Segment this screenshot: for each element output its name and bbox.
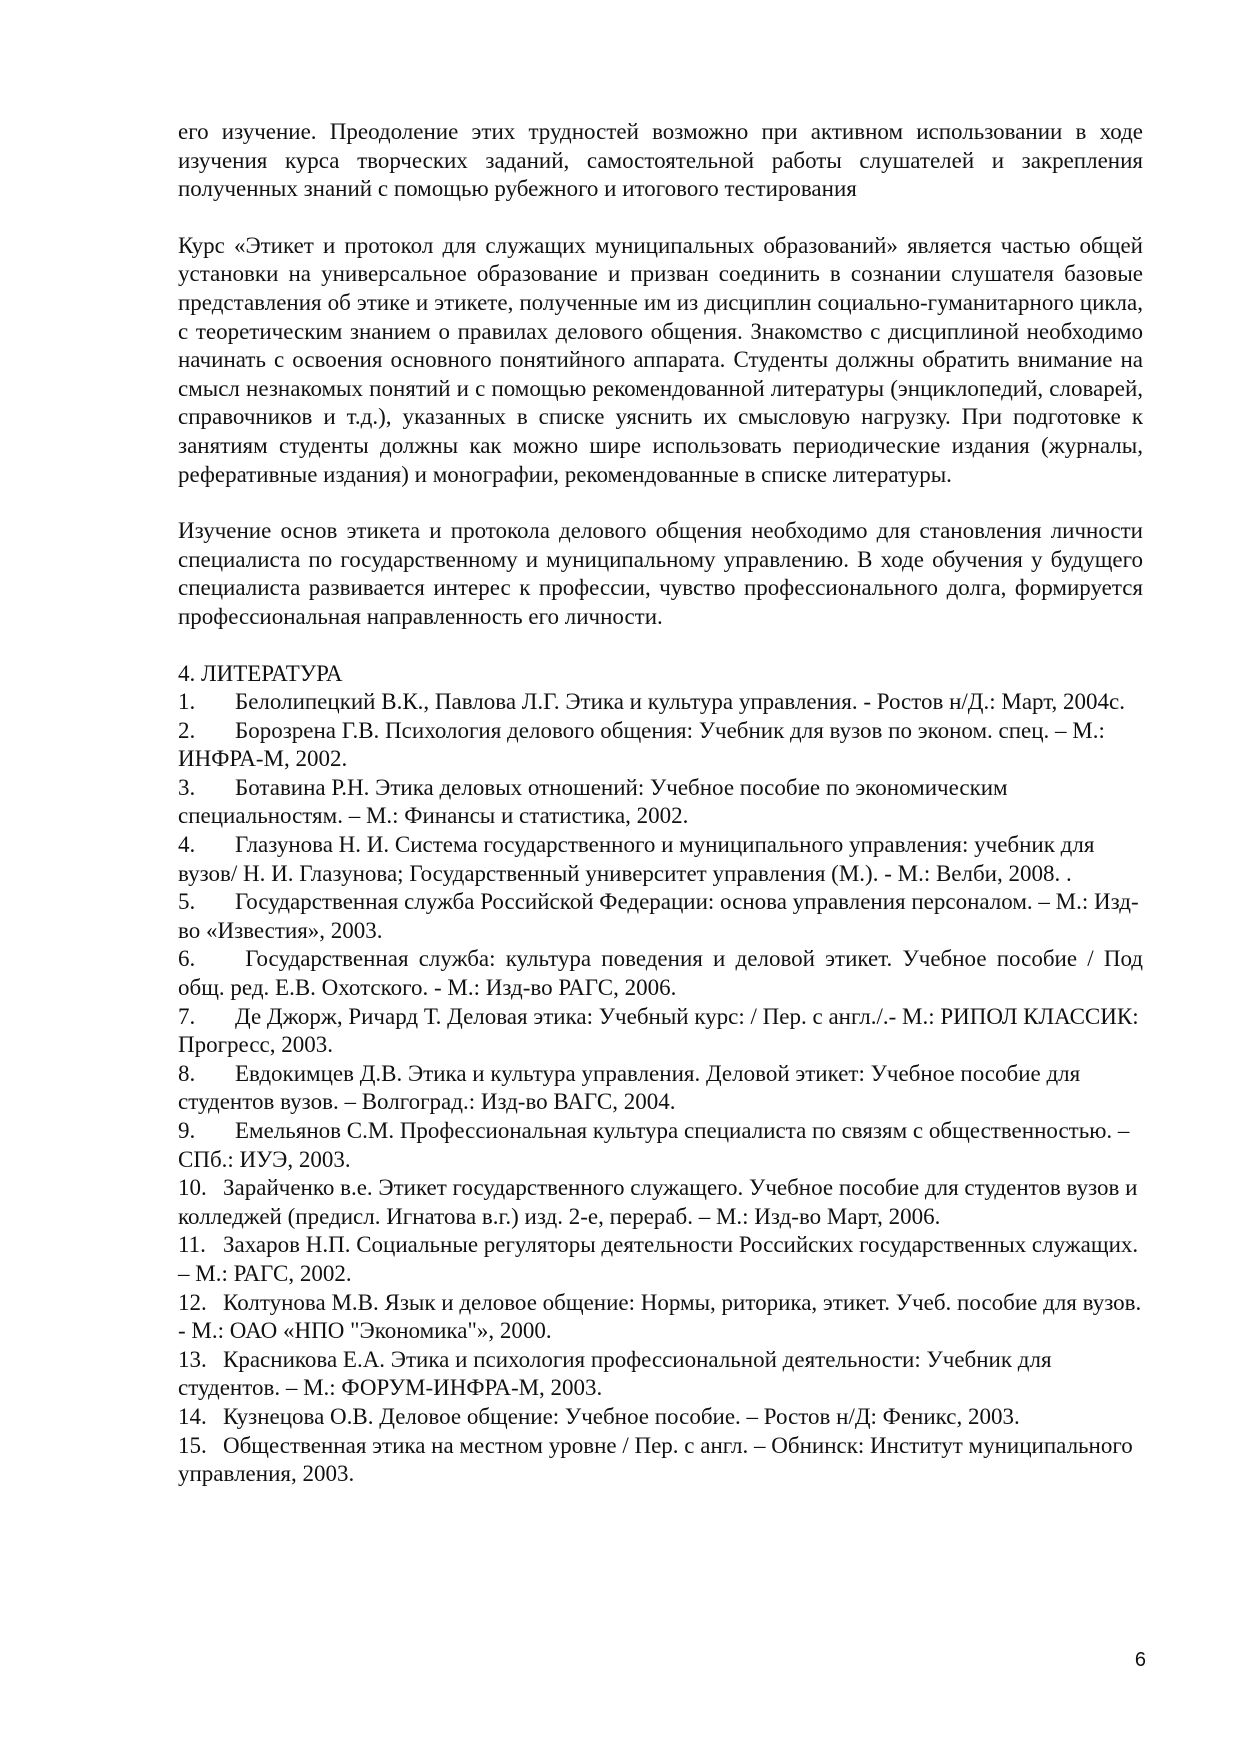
- literature-item-number: 5.: [178, 889, 196, 915]
- literature-item-number: 10.: [178, 1175, 207, 1201]
- literature-item-text: Де Джорж, Ричард Т. Деловая этика: Учебный курс: / Пер. с англ./.- М.: РИПОЛ КЛАССИК: Прогресс, 2003.: [178, 1003, 1139, 1058]
- literature-item-number: 15.: [178, 1432, 207, 1458]
- paragraph-intro: его изучение. Преодоление этих трудностей возможно при активном использовании в ходе изучения курса творческих заданий, самостоятельной работы слушателей и закрепления полученных знаний с помощью рубежного и итогового тестирования: [178, 119, 1143, 202]
- literature-item-text: Глазунова Н. И. Система государственного и муниципального управления: учебник для вузов/ Н. И. Глазунова; Государственный университет управления (М.). - М.: Велби, 2008. .: [178, 832, 1095, 886]
- literature-item-text: Кузнецова О.В. Деловое общение: Учебное пособие. – Ростов н/Д: Феникс, 2003.: [223, 1403, 1020, 1429]
- literature-item: [178, 1117, 1143, 1174]
- literature-item-number: 14.: [178, 1403, 207, 1429]
- literature-item-text: Белолипецкий В.К., Павлова Л.Г. Этика и культура управления. - Ростов н/Д.: Март, 2004с.: [235, 689, 1126, 715]
- literature-item-number: 3.: [178, 774, 196, 800]
- literature-item: [178, 945, 1143, 1002]
- literature-item-number: 12.: [178, 1289, 207, 1315]
- literature-item: [178, 1289, 1143, 1346]
- literature-item-number: 4.: [178, 832, 196, 858]
- literature-item: [178, 1346, 1143, 1403]
- literature-item-text: Борозрена Г.В. Психология делового общения: Учебник для вузов по эконом. спец. – М.: ИНФРА-М, 2002.: [178, 717, 1105, 772]
- literature-item-text: Ботавина Р.Н. Этика деловых отношений: Учебное пособие по экономическим специальностям. – М.: Финансы и статистика, 2002.: [178, 774, 1008, 829]
- literature-item-text: Емельянов С.М. Профессиональная культура специалиста по связям с общественностью. – СПб.: ИУЭ, 2003.: [178, 1118, 1130, 1172]
- paragraph-course-description: Курс «Этикет и протокол для служащих муниципальных образований» является частью общей установки на универсальное образование и призван соединить в сознании слушателя базовые представления об этике и этикете, полученные им из дисциплин социально-гуманитарного цикла, с теоретическим знанием о правилах делового общения. Знакомство с дисциплиной необходимо начинать с освоения основного понятийного аппарата. Студенты должны обратить внимание на смысл незнакомых понятий и с помощью рекомендованной литературы (энциклопедий, словарей, справочников и т.д.), указанных в списке уяснить их смысловую нагрузку. При подготовке к занятиям студенты должны как можно шире использовать периодические издания (журналы, реферативные издания) и монографии, рекомендованные в списке литературы.: [178, 232, 1143, 487]
- literature-item-text: Красникова Е.А. Этика и психология профессиональной деятельности: Учебник для студентов. – М.: ФОРУМ-ИНФРА-М, 2003.: [178, 1346, 1052, 1401]
- literature-item-text: Государственная служба Российской Федерации: основа управления персоналом. – М.: Изд-во «Известия», 2003.: [178, 889, 1139, 943]
- literature-list: [178, 688, 1143, 1489]
- literature-item-number: 6.: [178, 946, 196, 972]
- literature-item: [178, 717, 1143, 774]
- literature-item-number: 8.: [178, 1060, 196, 1086]
- literature-item: [178, 1174, 1143, 1231]
- literature-item-text: Евдокимцев Д.В. Этика и культура управления. Деловой этикет: Учебное пособие для студентов вузов. – Волгоград.: Изд-во ВАГС, 2004.: [178, 1060, 1081, 1115]
- literature-item: [178, 831, 1143, 888]
- literature-item-text: Колтунова М.В. Язык и деловое общение: Нормы, риторика, этикет. Учеб. пособие для вузов. - М.: ОАО «НПО "Экономика"», 2000.: [178, 1289, 1142, 1344]
- literature-item-text: Захаров Н.П. Социальные регуляторы деятельности Российских государственных служащих. – М.: РАГС, 2002.: [178, 1232, 1139, 1286]
- literature-item: [178, 1003, 1143, 1060]
- literature-item: [178, 774, 1143, 831]
- literature-item: [178, 688, 1143, 717]
- literature-item-text: Зарайченко в.е. Этикет государственного служащего. Учебное пособие для студентов вузов и колледжей (предисл. Игнатова в.г.) изд. 2-е, перераб. – М.: Изд-во Март, 2006.: [178, 1175, 1138, 1229]
- literature-item-number: 1.: [178, 689, 196, 715]
- literature-item: [178, 1403, 1143, 1432]
- literature-item: [178, 1231, 1143, 1288]
- literature-item-text: Государственная служба: культура поведения и деловой этикет. Учебное пособие / Под общ. ред. Е.В. Охотского. - М.: Изд-во РАГС, 2006.: [178, 946, 1143, 1001]
- literature-item-text: Общественная этика на местном уровне / Пер. с англ. – Обнинск: Институт муниципального управления, 2003.: [178, 1432, 1133, 1487]
- literature-item-number: 11.: [178, 1232, 206, 1258]
- literature-item: [178, 888, 1143, 945]
- literature-item-number: 2.: [178, 717, 196, 743]
- literature-item-number: 7.: [178, 1003, 196, 1029]
- literature-item: [178, 1432, 1143, 1489]
- paragraph-study-goals: Изучение основ этикета и протокола делового общения необходимо для становления личности специалиста по государственному и муниципальному управлению. В ходе обучения у будущего специалиста развивается интерес к профессии, чувство профессионального долга, формируется профессиональная направленность его личности.: [178, 518, 1143, 629]
- literature-item-number: 9.: [178, 1118, 196, 1143]
- literature-heading: 4. ЛИТЕРАТУРА: [178, 660, 343, 686]
- literature-item-number: 13.: [178, 1346, 207, 1372]
- literature-item: [178, 1060, 1143, 1117]
- page-number: 6: [1134, 1649, 1146, 1671]
